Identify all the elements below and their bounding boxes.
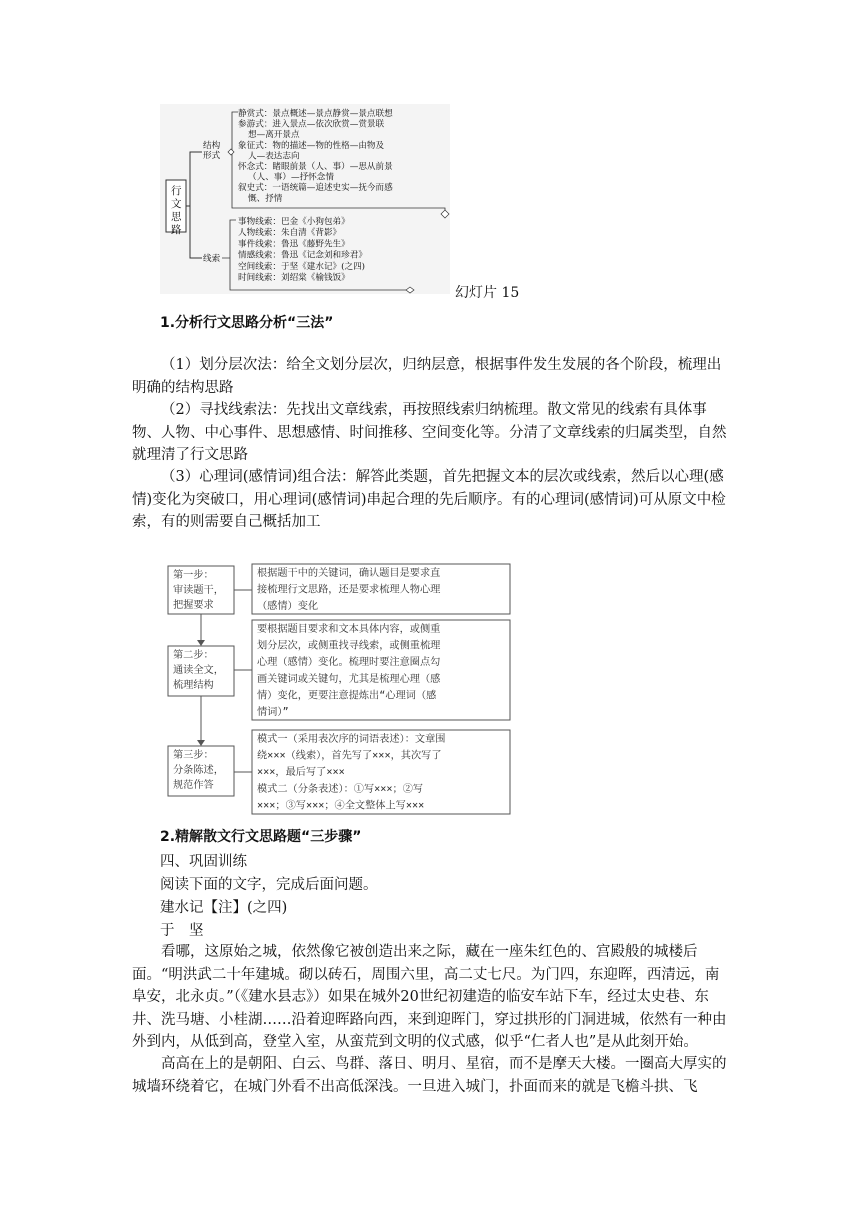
section-title: 四、巩固训练	[160, 854, 247, 870]
step-3-desc-line: 绕×××（线索），首先写了×××，其次写了	[257, 750, 442, 762]
clue-item: 人物线索：朱自清《背影》	[238, 228, 342, 239]
step-1-desc-line: （感情）变化	[257, 601, 319, 613]
article-title: 建水记【注】(之四)	[160, 900, 288, 916]
clue-item: 情感线索：鲁迅《记念刘和珍君》	[238, 250, 367, 261]
step-1-label: 把握要求	[173, 600, 214, 611]
step-2-desc-line: 心理（感情）变化。梳理时要注意圈点勾	[257, 657, 441, 669]
step-2-desc-line: 要根据题目要求和文本具体内容，或侧重	[257, 624, 441, 635]
clue-item: 空间线索：于坚《建水记》(之四)	[238, 261, 366, 272]
step-2-label: 第二步：	[173, 650, 214, 661]
structure-label-2: 形式	[203, 151, 221, 161]
slide-caption: 幻灯片 15	[455, 285, 520, 301]
step-2-desc-line: 划分层次，或侧重找寻线索，或侧重梳理	[257, 640, 441, 652]
step-3-desc-line: 模式二（分条表述）：①写×××；②写	[257, 783, 424, 795]
structure-item: （人、事）—抒怀念情	[248, 172, 334, 183]
step-2-label: 通读全文，	[173, 665, 224, 676]
structure-items	[238, 107, 393, 204]
step-3-label: 规范作答	[173, 780, 214, 791]
structure-item: 想—离开景点	[248, 130, 300, 141]
step-3-desc-line: ×××；③写×××；④全文整体上写×××	[257, 800, 425, 812]
clue-items	[238, 215, 367, 283]
article-author: 于 坚	[160, 923, 204, 939]
structure-item: 静赏式：景点概述—景点静赏—景点联想	[238, 109, 393, 119]
article-paragraph-1: 看哪，这原始之城，依然像它被创造出来之际，藏在一座朱红色的、宫殿般的城楼后面。“明洪武二十年建城。砌以砖石，周围六里，高二丈七尺。为门四，东迎晖，西清远，南阜安，北永贞。”（《建水县志》）如果在城外20世纪初建造的临安车站下车，经过太史巷、东井、洗马塘、小桂湖……沿着迎晖路向西，来到迎晖门，穿过拱形的门洞进城，依然有一种由外到内，从低到高，登堂入室，从蛮荒到文明的仪式感，似乎“仁者人也”是从此刻开始。	[132, 944, 727, 1050]
structure-item: 慨、抒情	[248, 193, 283, 204]
heading-three-methods: 1.分析行文思路分析“三法”	[160, 315, 334, 331]
structure-item: 人—表达志向	[248, 151, 300, 162]
root-char-2: 文	[171, 198, 182, 210]
structure-item: 怀念式：睹眼前景（人、事）—思从前景	[238, 162, 393, 172]
clue-item: 时间线索：刘绍棠《榆钱饭》	[238, 273, 350, 283]
clue-item: 事件线索：鲁迅《藤野先生》	[238, 239, 350, 250]
root-char-3: 思	[171, 211, 182, 223]
paragraph-method-3: （3）心理词(感情词)组合法：解答此类题，首先把握文本的层次或线索，然后以心理(感情)变化为突破口，用心理词(感情词)串起合理的先后顺序。有的心理词(感情词)可从原文中检索，有的则需要自己概括加工	[132, 469, 726, 530]
root-char-4: 路	[171, 224, 182, 236]
article-paragraph-2: 高高在上的是朝阳、白云、鸟群、落日、明月、星宿，而不是摩天大楼。一圈高大厚实的城墙环绕着它，在城门外看不出高低深浅。一旦进入城门，扑面而来的就是飞檐斗拱、飞	[132, 1056, 727, 1095]
step-1-label: 审读题干，	[173, 585, 224, 596]
step-2-desc-line: 情词）”	[257, 707, 289, 718]
heading-three-steps: 2.精解散文行文思路题“三步骤”	[160, 829, 362, 845]
paragraph-method-2: （2）寻找线索法：先找出文章线索，再按照线索归纳梳理。散文常见的线索有具体事物、人物、中心事件、思想感情、时间推移、空间变化等。分清了文章线索的归属类型，自然就理清了行文思路	[132, 402, 727, 463]
step-3-desc-line: ×××，最后写了×××	[257, 767, 345, 779]
root-char-1: 行	[171, 185, 182, 197]
structure-item: 参游式：进入景点—依次欣赏—赏景联	[238, 119, 385, 130]
thinking-path-diagram	[160, 104, 450, 294]
instruction-text: 阅读下面的文字，完成后面问题。	[160, 877, 378, 893]
step-3-label: 分条陈述，	[173, 765, 224, 776]
paragraph-method-1: （1）划分层次法：给全文划分层次，归纳层意，根据事件发生发展的各个阶段，梳理出明确的结构思路	[132, 357, 722, 396]
step-1-desc-line: 根据题干中的关键词，确认题目是要求直	[257, 568, 441, 579]
structure-item: 叙史式：一语统篇—追述史实—抚今而感	[238, 183, 393, 194]
clue-label: 线索	[203, 254, 221, 264]
step-3-label: 第三步：	[173, 750, 214, 761]
step-2-label: 梳理结构	[173, 680, 214, 691]
three-steps-flowchart	[166, 562, 512, 816]
step-3-desc-line: 模式一（采用表次序的词语表述）：文章围	[257, 734, 446, 745]
step-1-label: 第一步：	[173, 570, 214, 581]
step-2-desc-line: 情）变化，更要注意提炼出“心理词（感	[257, 690, 437, 702]
structure-item: 象征式：物的描述—物的性格—由物及	[238, 140, 385, 151]
structure-label-1: 结构	[203, 141, 221, 151]
step-1-desc-line: 接梳理行文思路，还是要求梳理人物心理	[257, 584, 441, 596]
step-2-desc-box	[252, 620, 510, 720]
step-2-desc-line: 画关键词或关键句，尤其是梳理心理（感	[257, 673, 441, 685]
clue-item: 事物线索：巴金《小狗包弟》	[238, 217, 350, 227]
